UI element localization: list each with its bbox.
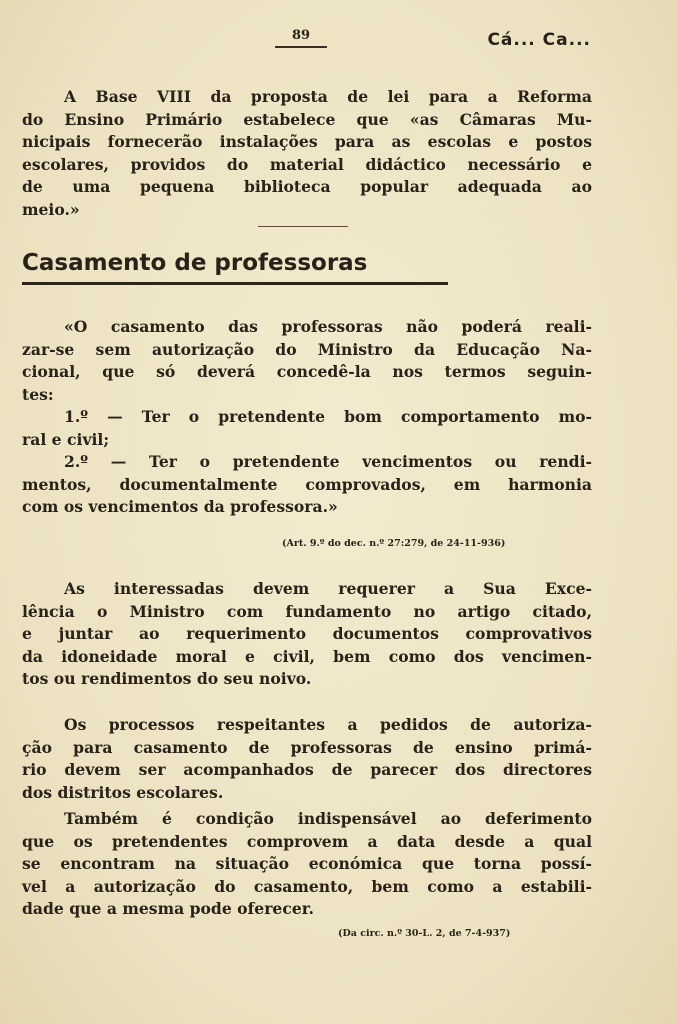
text-line: A Base VIII da proposta de lei para a Reforma [64,87,592,106]
text-line: mentos, documentalmente comprovados, em harmonia [22,474,592,494]
text-line: rio devem ser acompanhados de parecer dos directores [22,760,592,779]
text-line: meio.» [22,199,80,219]
intro-paragraph [22,86,592,221]
text-line: dade que a mesma pode oferecer. [22,899,314,918]
circular-citation: (Da circ. n.º 30-L. 2, de 7-4-937) [338,928,511,939]
text-line: ral e civil; [22,429,110,449]
running-head: Cá... Ca... [487,30,591,50]
text-line: tos ou rendimentos do seu noivo. [22,669,312,688]
text-line: da idoneidade moral e civil, bem como dos vencimen- [22,646,592,666]
decree-quote [22,316,592,519]
condicao-paragraph [22,808,592,921]
text-line: com os vencimentos da professora.» [22,497,338,516]
text-line: e juntar ao requerimento documentos comprovativos [22,624,592,643]
section-divider [258,226,348,227]
text-line: do Ensino Primário estabelece que «as Câmaras Mu- [22,109,592,129]
text-line: cional, que só deverá concedê-la nos termos seguin- [22,362,592,381]
condition-item-1: 1.º — Ter o pretendente bom comportamento mo- [64,407,592,426]
text-line: se encontram na situação económica que torna possí- [22,854,592,873]
processos-paragraph [22,714,592,804]
section-title: Casamento de professoras [22,250,448,285]
page-number: 89 [275,28,327,48]
requerimento-paragraph [22,578,592,691]
text-line: Os processos respeitantes a pedidos de autoriza- [64,715,592,734]
page-header [0,26,677,56]
text-line: escolares, providos do material didáctico necessário e [22,154,592,174]
text-line: de uma pequena biblioteca popular adequada ao [22,177,592,196]
text-line: As interessadas devem requerer a Sua Exce- [64,579,592,598]
text-line: vel a autorização do casamento, bem como a estabili- [22,876,592,896]
text-line: zar-se sem autorização do Ministro da Educação Na- [22,339,592,359]
text-line: Também é condição indispensável ao deferimento [64,809,592,828]
text-line: tes: [22,384,54,404]
condition-item-2: 2.º — Ter o pretendente vencimentos ou rendi- [64,452,592,471]
text-line: que os pretendentes comprovem a data desde a qual [22,831,592,851]
text-line: ção para casamento de professoras de ensino primá- [22,737,592,757]
text-line: dos distritos escolares. [22,782,224,802]
decree-citation: (Art. 9.º do dec. n.º 27:279, de 24-11-936) [282,538,506,549]
text-line: nicipais fornecerão instalações para as escolas e postos [22,132,592,151]
text-line: «O casamento das professoras não poderá reali- [64,317,592,336]
text-line: lência o Ministro com fundamento no artigo citado, [22,601,592,621]
